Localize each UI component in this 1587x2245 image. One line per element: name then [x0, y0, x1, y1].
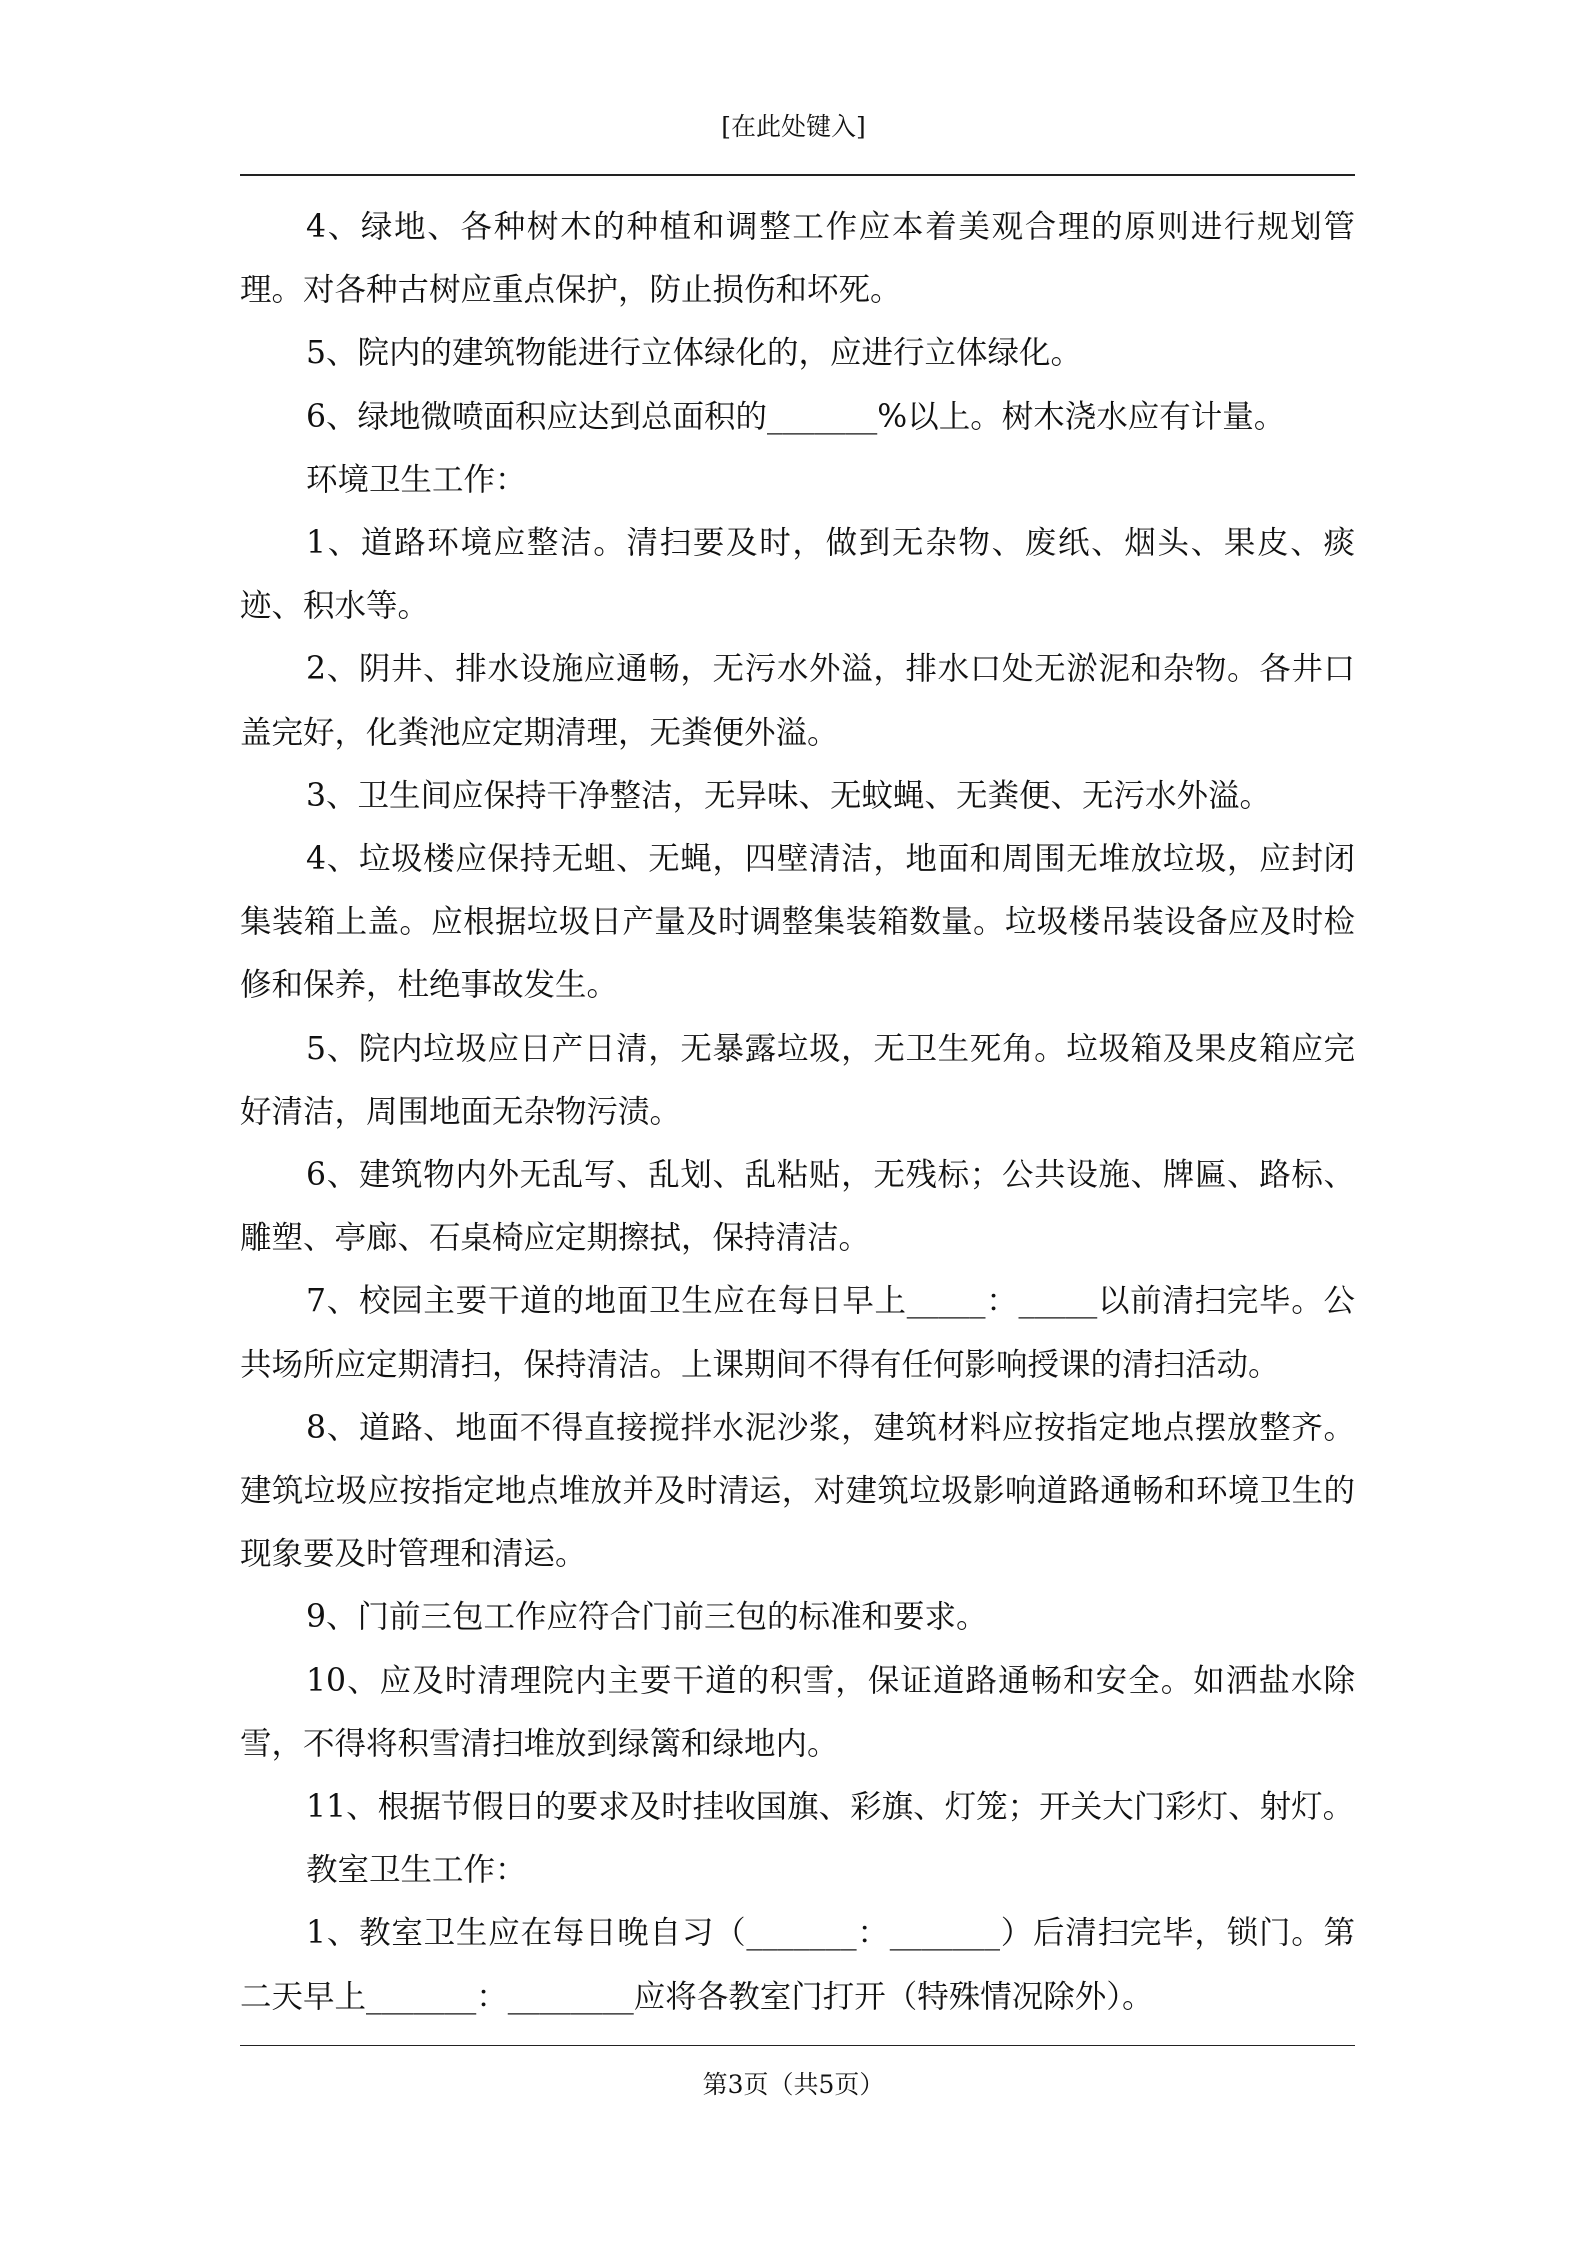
- paragraph-micro-spray: 6、绿地微喷面积应达到总面积的_______%以上。树木浇水应有计量。: [306, 398, 1286, 435]
- paragraph-main-road-time: 7、校园主要干道的地面卫生应在每日早上_____：_____以前清扫完毕。公共场所应定期清扫，保持清洁。上课期间不得有任何影响授课的清扫活动。: [240, 1283, 1355, 1383]
- paragraph-restroom: 3、卫生间应保持干净整洁，无异味、无蚊蝇、无粪便、无污水外溢。: [306, 777, 1272, 814]
- header-divider: [240, 174, 1355, 176]
- paragraph-classroom-cleaning: 1、教室卫生应在每日晚自习（_______：_______）后清扫完毕，锁门。第二天早上_______：________应将各教室门打开（特殊情况除外）。: [240, 1915, 1355, 2015]
- paragraph-building-surfaces: 6、建筑物内外无乱写、乱划、乱粘贴，无残标；公共设施、牌匾、路标、雕塑、亭廊、石桌椅应定期擦拭，保持清洁。: [240, 1157, 1355, 1257]
- paragraph-holiday-flags: 11、根据节假日的要求及时挂收国旗、彩旗、灯笼；开关大门彩灯、射灯。: [306, 1789, 1355, 1826]
- page-header: [在此处键入]: [721, 112, 866, 141]
- paragraph-green-planting: 4、绿地、各种树木的种植和调整工作应本着美观合理的原则进行规划管理。对各种古树应重点保护，防止损伤和坏死。: [240, 209, 1355, 309]
- section-heading-classroom: 教室卫生工作：: [306, 1852, 527, 1889]
- page-footer: 第3页（共5页）: [702, 2070, 885, 2099]
- section-heading-environment: 环境卫生工作：: [306, 461, 527, 498]
- paragraph-garbage-daily: 5、院内垃圾应日产日清，无暴露垃圾，无卫生死角。垃圾箱及果皮箱应完好清洁，周围地面无杂物污渍。: [240, 1030, 1355, 1130]
- paragraph-road-cleaning: 1、道路环境应整洁。清扫要及时，做到无杂物、废纸、烟头、果皮、痰迹、积水等。: [240, 525, 1355, 625]
- footer-divider: [240, 2045, 1355, 2046]
- paragraph-garbage-building: 4、垃圾楼应保持无蛆、无蝇，四壁清洁，地面和周围无堆放垃圾，应封闭集装箱上盖。应根据垃圾日产量及时调整集装箱数量。垃圾楼吊装设备应及时检修和保养，杜绝事故发生。: [240, 841, 1355, 1004]
- paragraph-drainage: 2、阴井、排水设施应通畅，无污水外溢，排水口处无淤泥和杂物。各井口盖完好，化粪池应定期清理，无粪便外溢。: [240, 651, 1355, 751]
- paragraph-three-guarantees: 9、门前三包工作应符合门前三包的标准和要求。: [306, 1599, 988, 1636]
- paragraph-snow-removal: 10、应及时清理院内主要干道的积雪，保证道路通畅和安全。如洒盐水除雪，不得将积雪清扫堆放到绿篱和绿地内。: [240, 1662, 1355, 1762]
- document-body: [240, 196, 1355, 2029]
- paragraph-construction-materials: 8、道路、地面不得直接搅拌水泥沙浆，建筑材料应按指定地点摆放整齐。建筑垃圾应按指定地点堆放并及时清运，对建筑垃圾影响道路通畅和环境卫生的现象要及时管理和清运。: [240, 1409, 1355, 1573]
- paragraph-vertical-greening: 5、院内的建筑物能进行立体绿化的，应进行立体绿化。: [306, 335, 1083, 372]
